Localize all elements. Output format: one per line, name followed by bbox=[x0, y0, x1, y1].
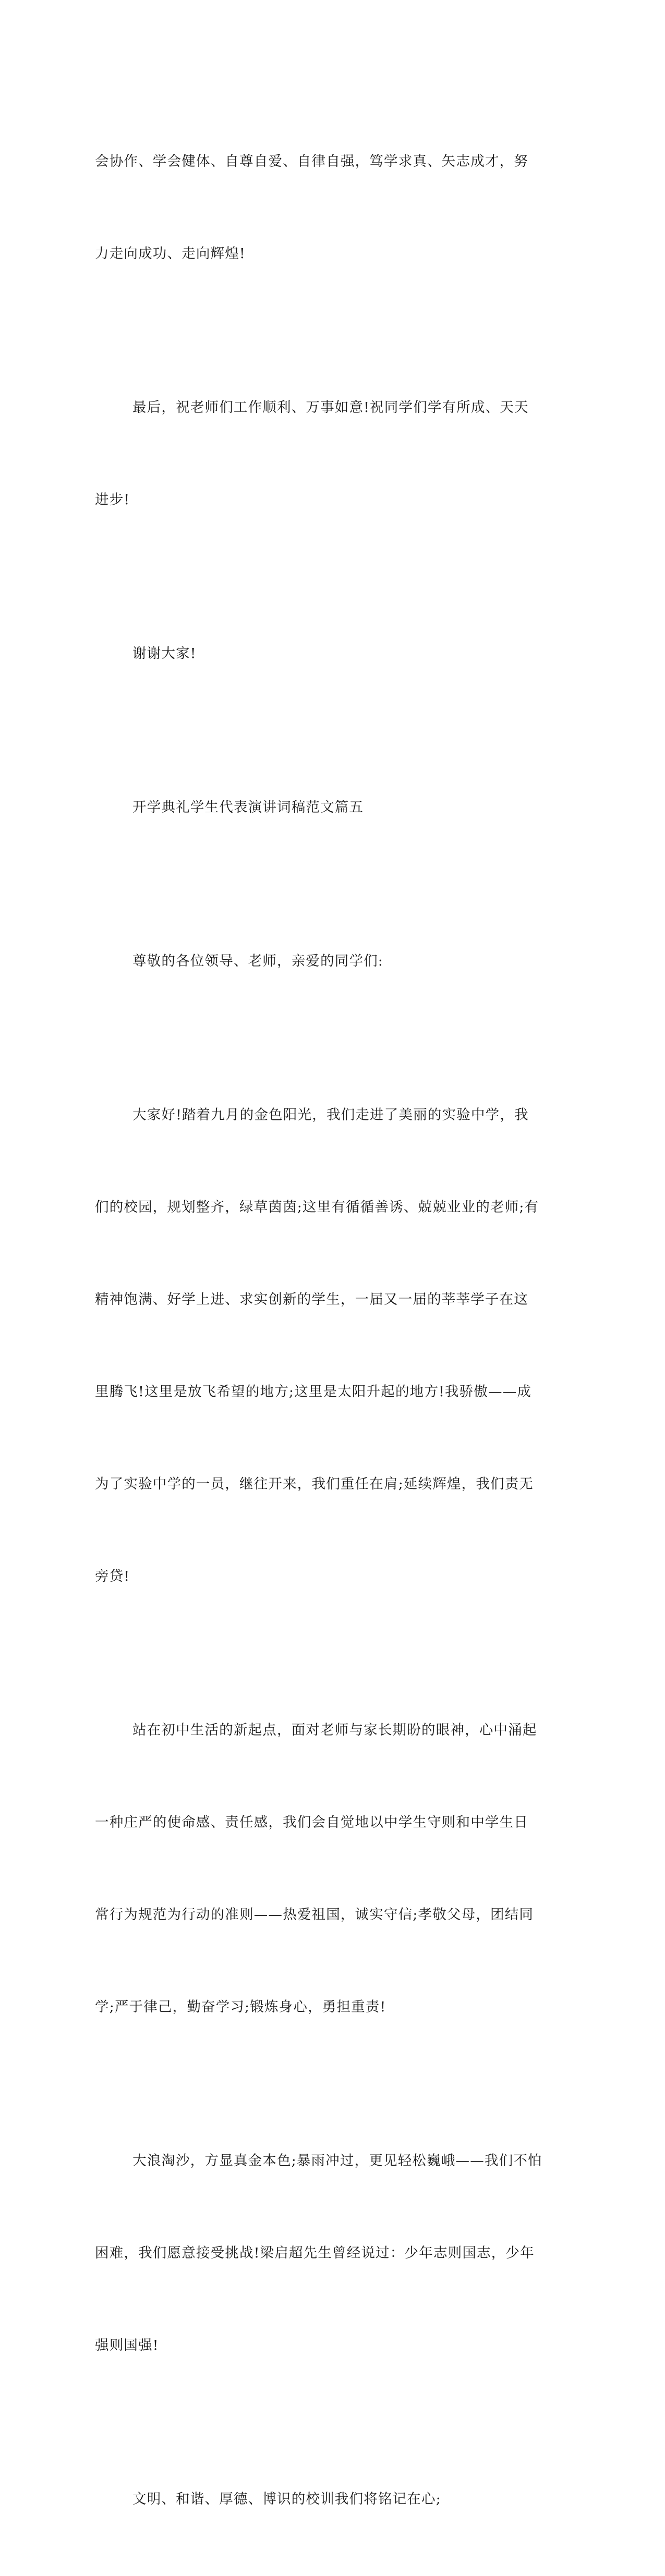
text-line: 常行为规范为行动的准则——热爱祖国，诚实守信;孝敬父母，团结同 bbox=[95, 1907, 534, 1923]
text-line: 尊敬的各位领导、老师，亲爱的同学们: bbox=[132, 953, 384, 969]
text-line: 会协作、学会健体、自尊自爱、自律自强，笃学求真、矢志成才，努 bbox=[95, 153, 528, 169]
text-line: 一种庄严的使命感、责任感，我们会自觉地以中学生守则和中学生日 bbox=[95, 1814, 528, 1830]
paragraph bbox=[95, 331, 543, 577]
section-heading bbox=[95, 730, 543, 884]
text-line: 里腾飞!这里是放飞希望的地方;这里是太阳升起的地方!我骄傲——成 bbox=[95, 1384, 532, 1400]
document-body bbox=[95, 84, 543, 2576]
paragraph bbox=[95, 2422, 543, 2576]
text-line: 强则国强! bbox=[95, 2337, 159, 2353]
text-line: 站在初中生活的新起点，面对老师与家长期盼的眼神，心中涌起 bbox=[132, 1722, 537, 1738]
paragraph bbox=[95, 84, 543, 331]
paragraph bbox=[95, 577, 543, 730]
salutation bbox=[95, 884, 543, 1038]
paragraph bbox=[95, 1038, 543, 1653]
text-line: 精神饱满、好学上进、求实创新的学生，一届又一届的莘莘学子在这 bbox=[95, 1291, 528, 1308]
paragraph bbox=[95, 1653, 543, 2084]
text-line: 开学典礼学生代表演讲词稿范文篇五 bbox=[132, 799, 364, 815]
text-line: 困难，我们愿意接受挑战!梁启超先生曾经说过：少年志则国志，少年 bbox=[95, 2245, 535, 2261]
text-line: 旁贷! bbox=[95, 1568, 130, 1584]
text-line: 们的校园，规划整齐，绿草茵茵;这里有循循善诱、兢兢业业的老师;有 bbox=[95, 1199, 539, 1215]
text-line: 最后，祝老师们工作顺利、万事如意!祝同学们学有所成、天天 bbox=[132, 399, 529, 416]
text-line: 为了实验中学的一员，继往开来，我们重任在肩;延续辉煌，我们责无 bbox=[95, 1476, 534, 1492]
text-line: 力走向成功、走向辉煌! bbox=[95, 246, 246, 262]
text-line: 进步! bbox=[95, 492, 130, 508]
text-line: 学;严于律己，勤奋学习;锻炼身心，勇担重责! bbox=[95, 1999, 386, 2015]
paragraph bbox=[95, 2084, 543, 2422]
text-line: 谢谢大家! bbox=[132, 645, 197, 662]
text-line: 文明、和谐、厚德、博识的校训我们将铭记在心; bbox=[132, 2491, 441, 2507]
text-line: 大家好!踏着九月的金色阳光，我们走进了美丽的实验中学，我 bbox=[132, 1107, 529, 1123]
text-line: 大浪淘沙，方显真金本色;暴雨冲过，更见轻松巍峨——我们不怕 bbox=[132, 2153, 542, 2169]
